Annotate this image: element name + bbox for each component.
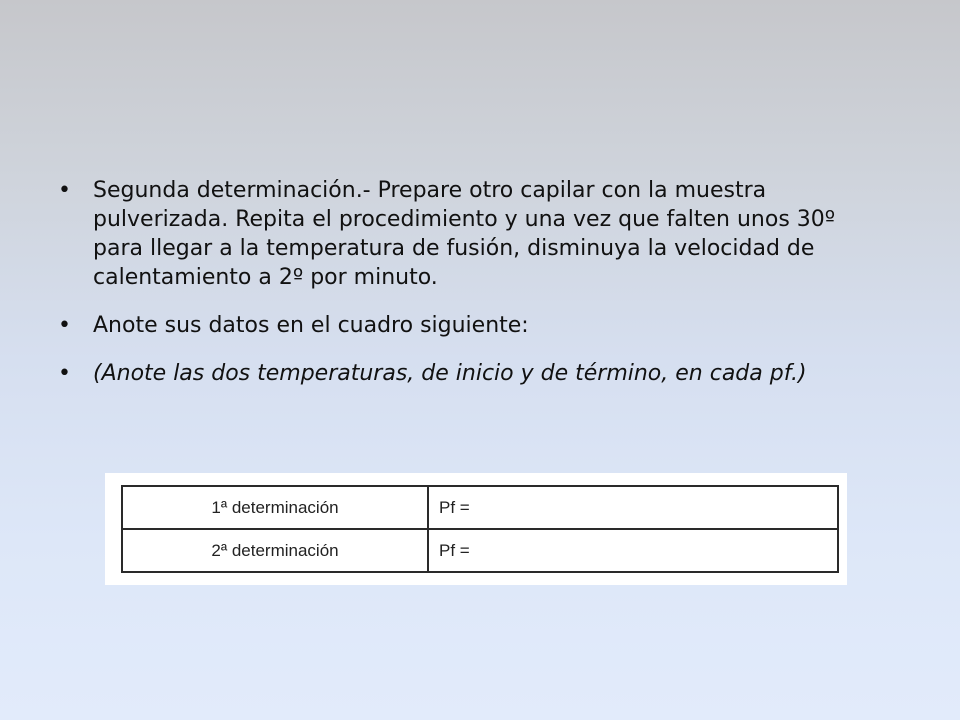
bullet-item-instruction-note [58, 359, 858, 388]
determination-table [121, 485, 839, 573]
data-table-image [105, 473, 847, 585]
table-cell-label: 2ª determinación [122, 529, 428, 572]
bullet-list [58, 176, 858, 407]
bullet-text: Segunda determinación.- Prepare otro capilar con la muestra pulverizada. Repita el procedimiento y una vez que falten unos 30º para llegar a la temperatura de fusión, disminuya la velocidad de calentamiento a 2º por minuto. [93, 178, 836, 290]
bullet-marker: • [58, 361, 71, 386]
table-row [122, 486, 838, 529]
table-cell-value: Pf = [428, 486, 838, 529]
bullet-item-segunda-determinacion [58, 176, 858, 292]
table-row [122, 529, 838, 572]
bullet-marker: • [58, 178, 71, 203]
bullet-text: Anote sus datos en el cuadro siguiente: [93, 313, 529, 338]
table-cell-label: 1ª determinación [122, 486, 428, 529]
bullet-item-anote-datos [58, 311, 858, 340]
table-cell-value: Pf = [428, 529, 838, 572]
bullet-text: (Anote las dos temperaturas, de inicio y de término, en cada pf.) [93, 361, 807, 386]
bullet-marker: • [58, 313, 71, 338]
